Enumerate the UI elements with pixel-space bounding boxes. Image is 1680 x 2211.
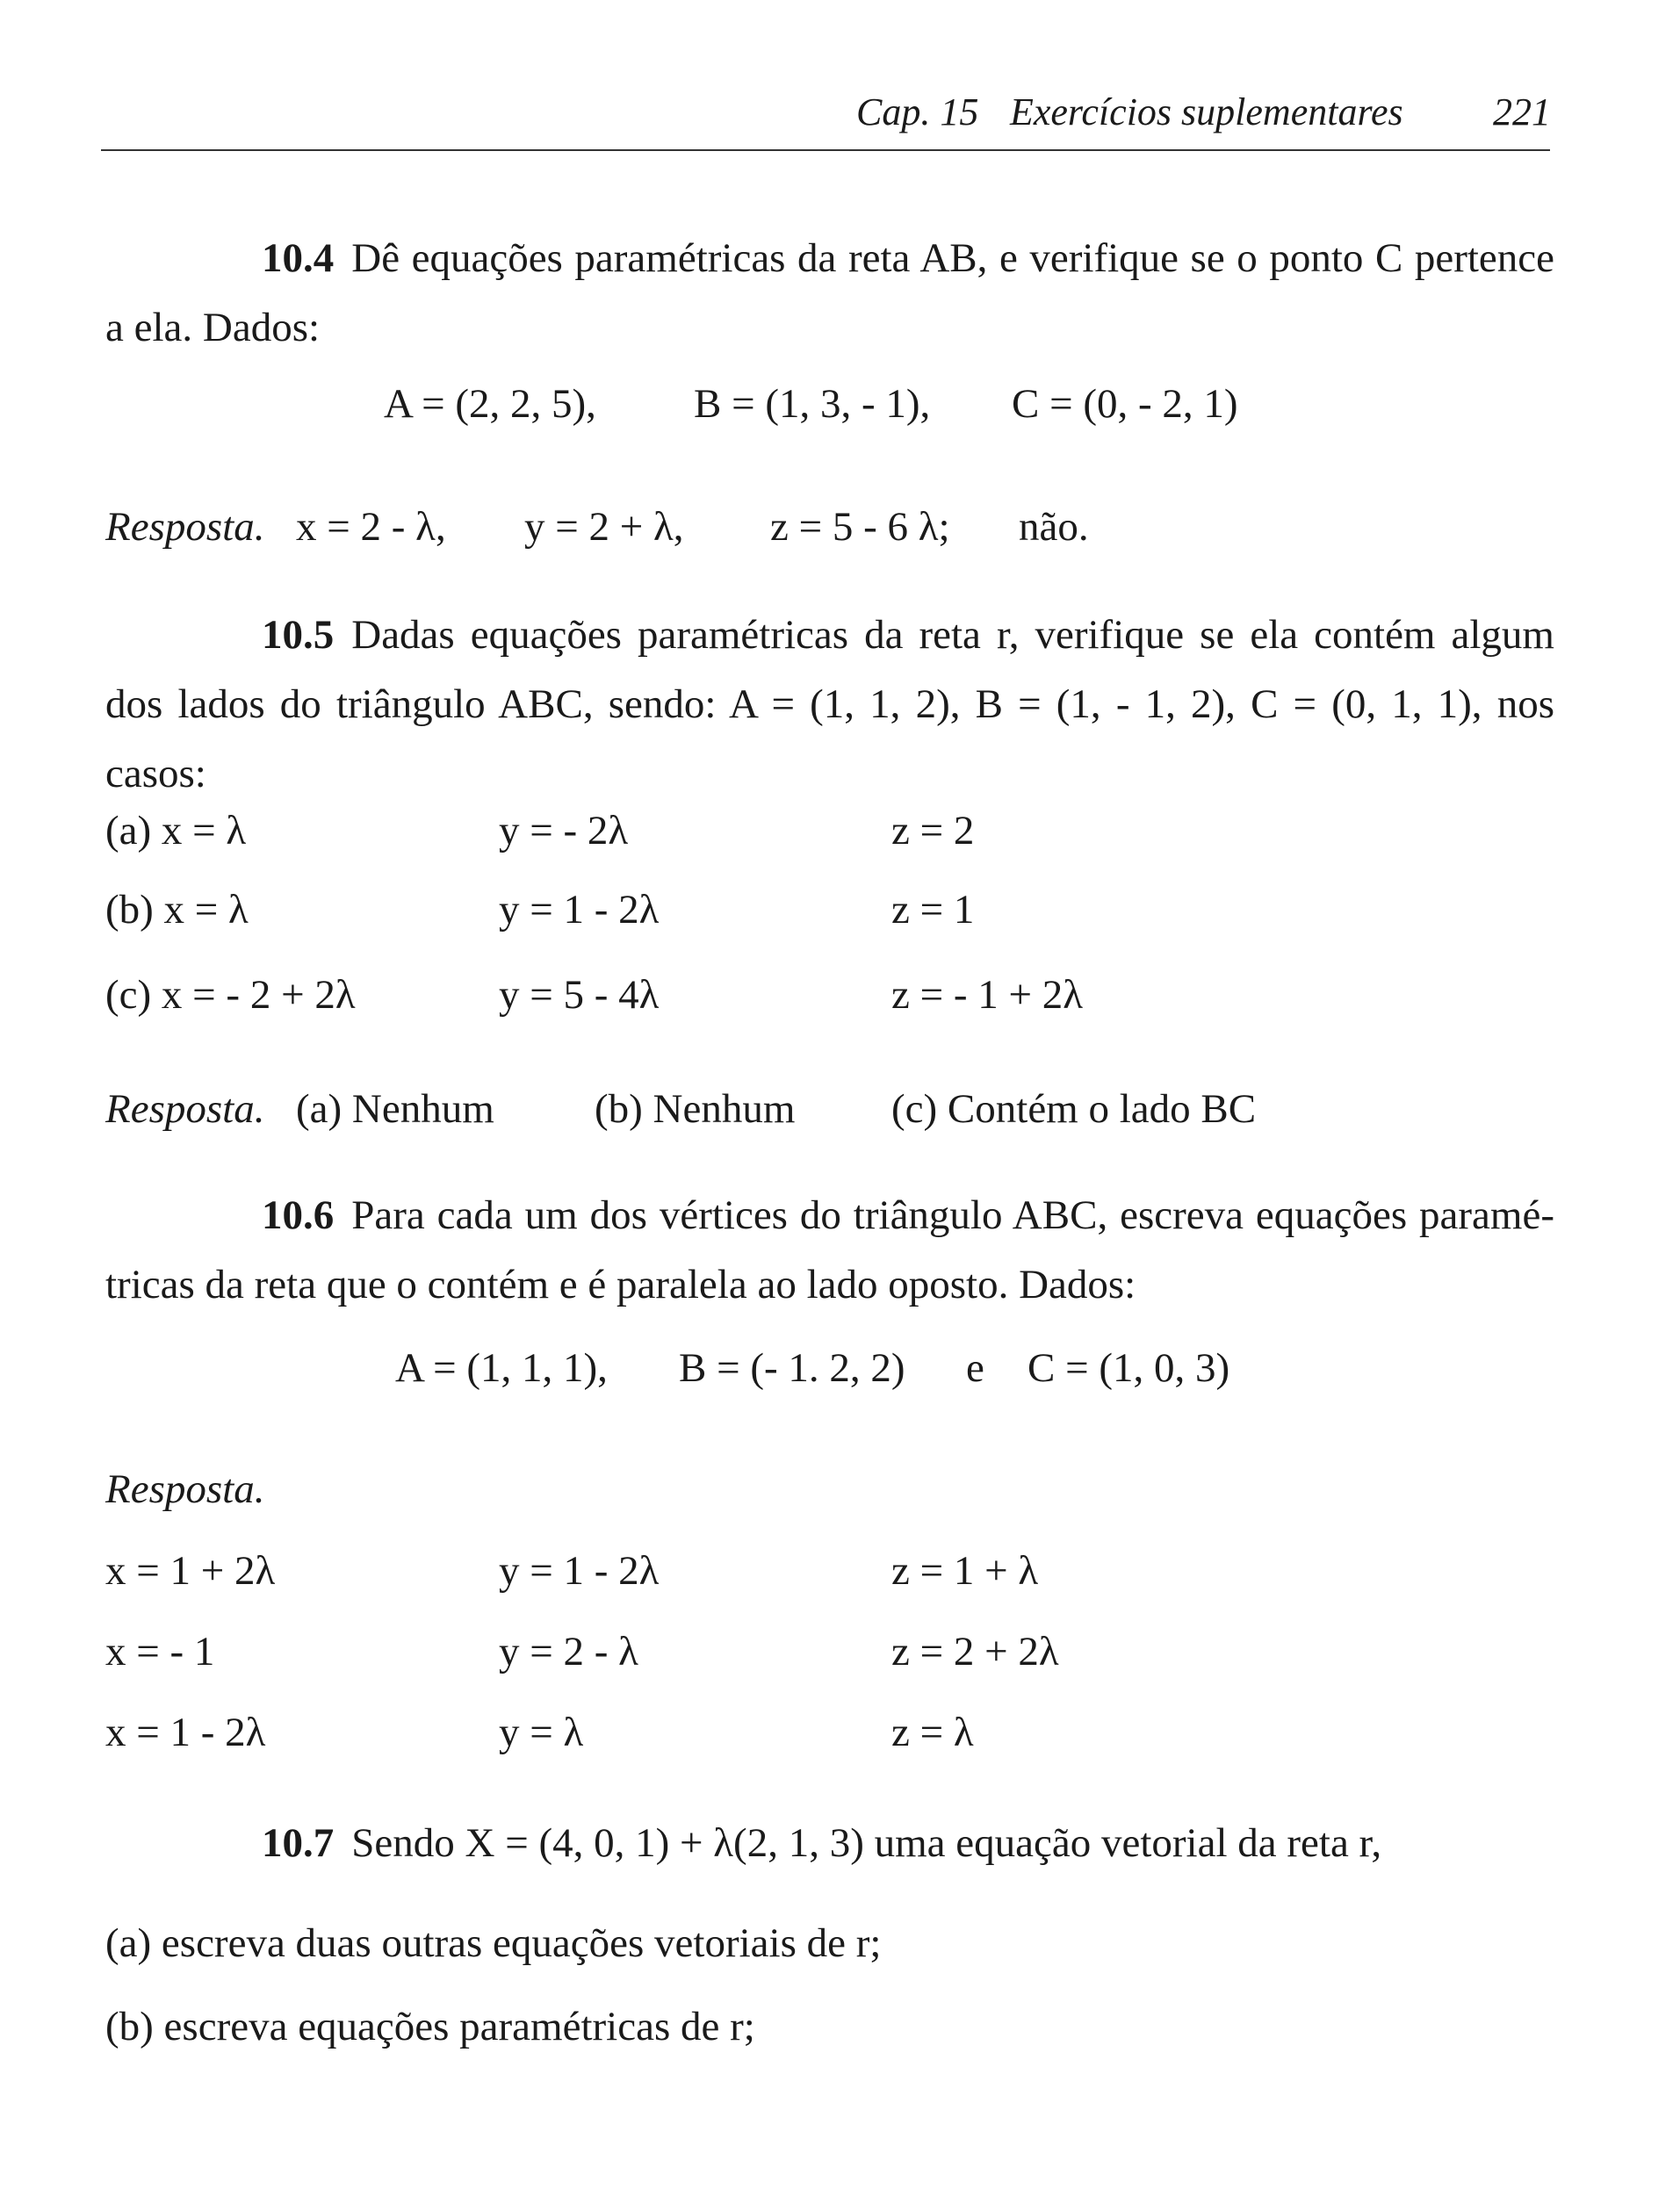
header-rule (101, 149, 1550, 151)
answer-a: (a) Nenhum (296, 1086, 494, 1132)
item-a: (a) escreva duas outras equações vetoriais de r; (105, 1920, 882, 1966)
answer-c: (c) Contém o lado BC (891, 1086, 1257, 1132)
answer-y: y = 2 + λ, (524, 504, 684, 550)
line-a-x: x = 1 + 2λ (105, 1548, 276, 1594)
case-b-y: y = 1 - 2λ (499, 887, 660, 933)
case-a-z: z = 2 (891, 808, 975, 853)
case-a-y: y = - 2λ (499, 808, 629, 853)
answer-verdict: não. (1019, 504, 1089, 550)
exercise-text: Dadas equações paramétricas da reta r, verifique se ela contém algum dos lados do triângulo ABC, sendo: A = (1, 1, 2), B = (1, - 1, 2), C = (0, 1, 1), nos casos: (105, 612, 1554, 796)
answer-x: x = 2 - λ, (296, 504, 446, 550)
answer-label: Resposta. (105, 1466, 265, 1512)
exercise-number: 10.6 (262, 1192, 335, 1238)
case-c-y: y = 5 - 4λ (499, 972, 660, 1018)
exercise-text: Para cada um dos vértices do triângulo ABC, escreva equações paramé- tricas da reta que o contém e é paralela ao lado oposto. Dados: (105, 1192, 1554, 1307)
answer-z: z = 5 - 6 λ; (770, 504, 950, 550)
point-c: C = (1, 0, 3) (1027, 1345, 1230, 1391)
point-b: B = (- 1. 2, 2) (679, 1345, 905, 1391)
running-header-chapter: Cap. 15 (856, 90, 979, 133)
exercise-text: Dê equações paramétricas da reta AB, e verifique se o ponto C pertence a ela. Dados: (105, 235, 1554, 350)
line-c-x: x = 1 - 2λ (105, 1710, 266, 1755)
point-b: B = (1, 3, - 1), (694, 381, 931, 427)
point-a: A = (2, 2, 5), (384, 381, 596, 427)
conjunction: e (966, 1345, 984, 1391)
case-b-z: z = 1 (891, 887, 975, 933)
item-b: (b) escreva equações paramétricas de r; (105, 2004, 755, 2049)
exercise-10-5-statement (105, 601, 1554, 809)
exercise-number: 10.4 (262, 235, 335, 281)
case-c-x: (c) x = - 2 + 2λ (105, 972, 356, 1018)
line-c-z: z = λ (891, 1710, 974, 1755)
exercise-number: 10.5 (262, 612, 335, 658)
line-b-y: y = 2 - λ (499, 1629, 638, 1674)
exercise-10-4-statement (105, 224, 1554, 363)
case-a-x: (a) x = λ (105, 808, 247, 853)
line-b-x: x = - 1 (105, 1629, 215, 1674)
answer-label: Resposta. (105, 1086, 265, 1132)
answer-label: Resposta. (105, 504, 265, 550)
line-c-y: y = λ (499, 1710, 584, 1755)
exercise-text: Sendo X = (4, 0, 1) + λ(2, 1, 3) uma equação vetorial da reta r, (351, 1820, 1382, 1866)
line-a-z: z = 1 + λ (891, 1548, 1039, 1594)
case-b-x: (b) x = λ (105, 887, 249, 933)
point-c: C = (0, - 2, 1) (1012, 381, 1238, 427)
answer-b: (b) Nenhum (595, 1086, 796, 1132)
case-c-z: z = - 1 + 2λ (891, 972, 1084, 1018)
exercise-10-7-statement (105, 1809, 1554, 1878)
page-number: 221 (1493, 90, 1551, 133)
point-a: A = (1, 1, 1), (395, 1345, 608, 1391)
exercise-number: 10.7 (262, 1820, 335, 1866)
exercise-10-6-statement (105, 1181, 1554, 1320)
line-b-z: z = 2 + 2λ (891, 1629, 1059, 1674)
line-a-y: y = 1 - 2λ (499, 1548, 660, 1594)
running-header-section: Exercícios suplementares (1010, 90, 1403, 133)
